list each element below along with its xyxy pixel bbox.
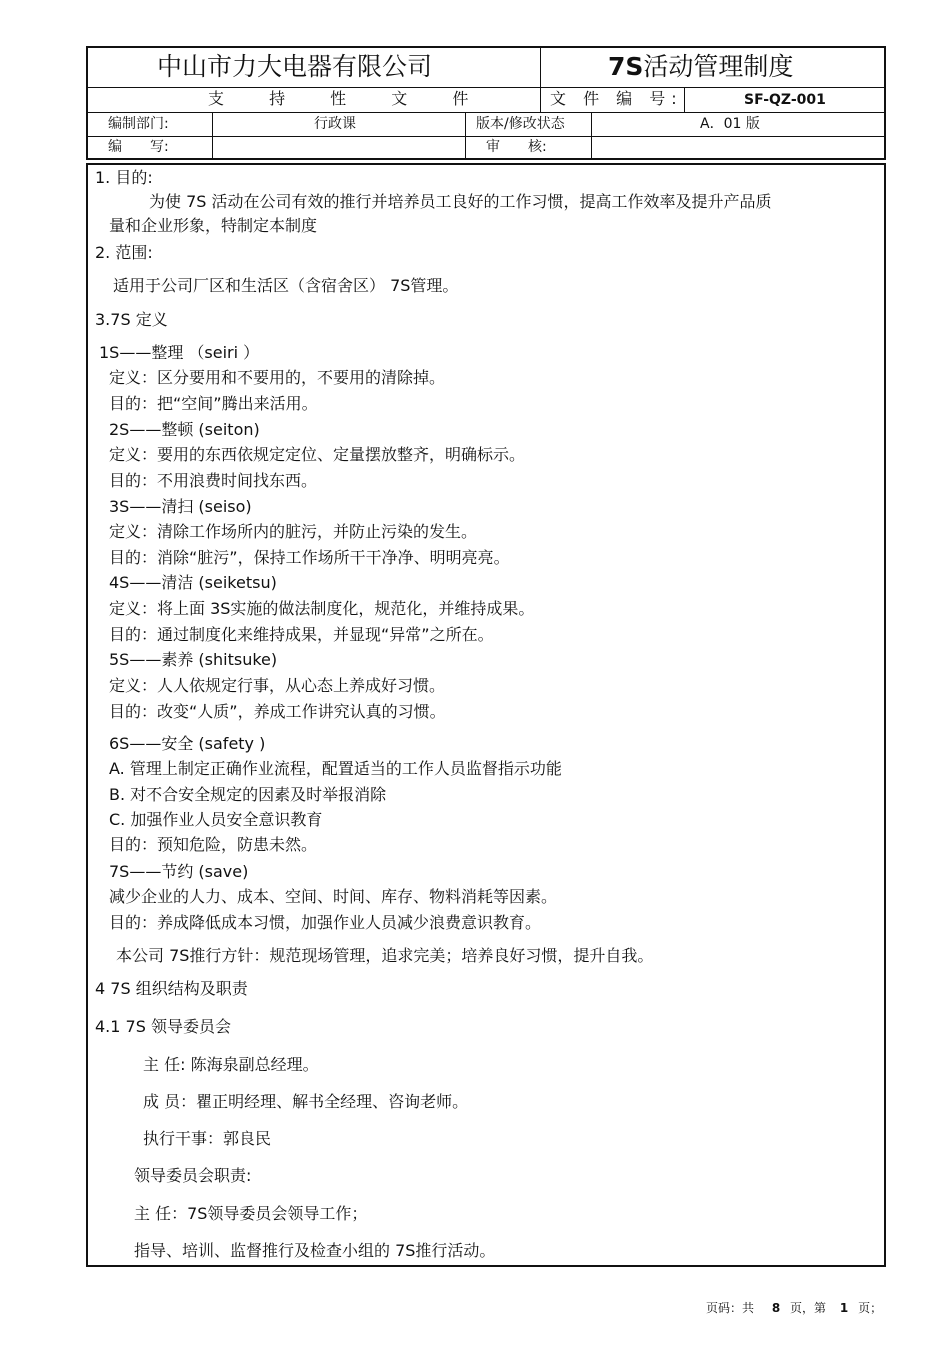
page-mid: 页，第 — [790, 1301, 827, 1315]
4s-purpose: 目的：通过制度化来维持成果，并显现“异常”之所在。 — [109, 625, 494, 644]
purpose-text-1: 为使 7S 活动在公司有效的推行并培养员工良好的工作习惯，提高工作效率及提升产品质 — [149, 192, 772, 211]
section-1-title: 1. 目的: — [95, 168, 153, 187]
executive-officer: 执行干事：郭良民 — [143, 1129, 272, 1148]
7s-purpose: 目的：养成降低成本习惯，加强作业人员减少浪费意识教育。 — [109, 913, 542, 932]
document-title-text: 活动管理制度 — [643, 52, 794, 81]
page-number — [706, 1299, 882, 1316]
5s-purpose: 目的：改变“人质”，养成工作讲究认真的习惯。 — [109, 702, 446, 721]
document-title — [608, 52, 793, 82]
version-value: A．01 版 — [700, 116, 760, 132]
dept-value: 行政课 — [314, 116, 356, 132]
7s-heading: 7S——节约 (save) — [109, 862, 249, 881]
1s-purpose: 目的：把“空间”腾出来活用。 — [109, 394, 318, 413]
page-total: 8 — [771, 1301, 781, 1315]
page-suffix: 页； — [858, 1301, 883, 1315]
document-number-label: 文 件 编 号: — [550, 89, 683, 108]
committee-duties-title: 领导委员会职责: — [134, 1166, 252, 1185]
section-4-1-title: 4.1 7S 领导委员会 — [95, 1017, 231, 1036]
section-2-title: 2. 范围: — [95, 243, 153, 262]
1s-heading: 1S——整理 （seiri ） — [99, 343, 260, 362]
2s-purpose: 目的：不用浪费时间找东西。 — [109, 471, 318, 490]
5s-definition: 定义：人人依规定行事，从心态上养成好习惯。 — [109, 676, 446, 695]
section-3-title: 3.7S 定义 — [95, 310, 168, 329]
3s-heading: 3S——清扫 (seiso) — [109, 497, 252, 516]
purpose-text-2: 量和企业形象，特制定本制度 — [109, 216, 318, 235]
3s-definition: 定义：清除工作场所内的脏污，并防止污染的发生。 — [109, 522, 478, 541]
committee-members: 成 员：瞿正明经理、解书全经理、咨询老师。 — [143, 1092, 469, 1111]
5s-heading: 5S——素养 (shitsuke) — [109, 650, 278, 669]
1s-definition: 定义：区分要用和不要用的，不要用的清除掉。 — [109, 368, 446, 387]
scope-text: 适用于公司厂区和生活区（含宿舍区） 7S管理。 — [113, 276, 459, 295]
duty-guidance: 指导、培训、监督推行及检查小组的 7S推行活动。 — [134, 1241, 496, 1260]
4s-definition: 定义：将上面 3S实施的做法制度化，规范化，并维持成果。 — [109, 599, 535, 618]
7s-text: 减少企业的人力、成本、空间、时间、库存、物料消耗等因素。 — [109, 887, 558, 906]
page-current: 1 — [839, 1301, 849, 1315]
document-title-prefix: 7S — [608, 52, 644, 81]
support-document-label: 支 持 性 文 件 — [208, 89, 489, 108]
page-prefix: 页码：共 — [706, 1301, 755, 1315]
6s-item-c: C. 加强作业人员安全意识教育 — [109, 810, 323, 829]
committee-chair: 主 任: 陈海泉副总经理。 — [143, 1055, 319, 1074]
policy-text: 本公司 7S推行方针：规范现场管理，追求完美；培养良好习惯，提升自我。 — [116, 946, 654, 965]
version-label: 版本/修改状态 — [476, 116, 565, 132]
4s-heading: 4S——清洁 (seiketsu) — [109, 573, 277, 592]
6s-item-a: A. 管理上制定正确作业流程，配置适当的工作人员监督指示功能 — [109, 759, 562, 778]
dept-label: 编制部门: — [108, 116, 169, 132]
2s-heading: 2S——整顿 (seiton) — [109, 420, 260, 439]
2s-definition: 定义：要用的东西依规定定位、定量摆放整齐，明确标示。 — [109, 445, 526, 464]
6s-heading: 6S——安全 (safety ) — [109, 734, 266, 753]
duty-chair: 主 任：7S领导委员会领导工作； — [134, 1204, 368, 1223]
reviewer-label: 审 核: — [486, 139, 547, 155]
author-label: 编 写: — [108, 139, 169, 155]
3s-purpose: 目的：消除“脏污”，保持工作场所干干净净、明明亮亮。 — [109, 548, 510, 567]
section-4-title: 4 7S 组织结构及职责 — [95, 979, 248, 998]
6s-item-b: B. 对不合安全规定的因素及时举报消除 — [109, 785, 387, 804]
company-name: 中山市力大电器有限公司 — [157, 52, 433, 81]
document-number: SF-QZ-001 — [744, 92, 826, 108]
6s-purpose: 目的：预知危险，防患未然。 — [109, 835, 318, 854]
